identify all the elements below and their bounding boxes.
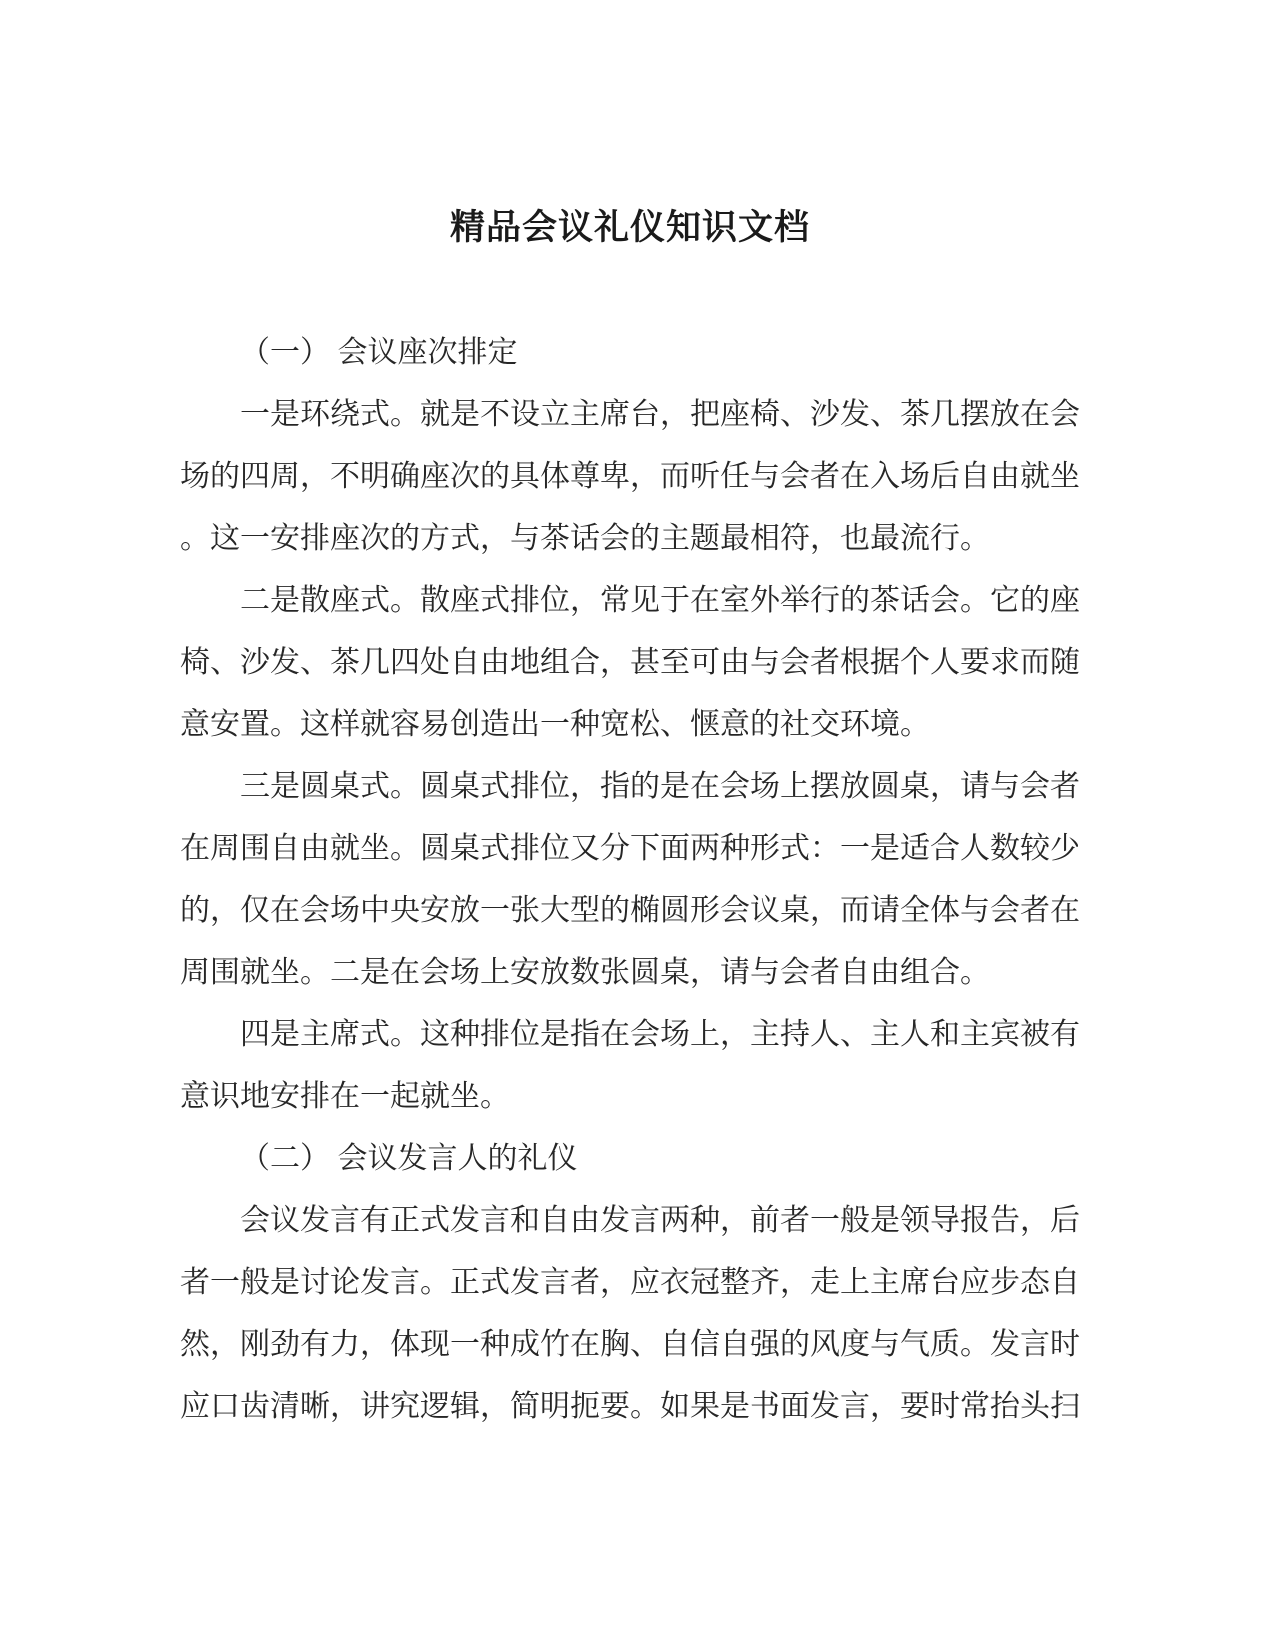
document-body	[180, 322, 1080, 1438]
paragraph: 四是主席式。这种排位是指在会场上，主持人、主人和主宾被有意识地安排在一起就坐。	[180, 1018, 1080, 1113]
paragraph: 三是圆桌式。圆桌式排位，指的是在会场上摆放圆桌，请与会者在周围自由就坐。圆桌式排位又分下面两种形式：一是适合人数较少的，仅在会场中央安放一张大型的椭圆形会议桌，而请全体与会者在周围就坐。二是在会场上安放数张圆桌，请与会者自由组合。	[180, 770, 1080, 989]
paragraph: 二是散座式。散座式排位，常见于在室外举行的茶话会。它的座椅、沙发、茶几四处自由地组合，甚至可由与会者根据个人要求而随意安置。这样就容易创造出一种宽松、惬意的社交环境。	[180, 584, 1080, 741]
paragraph: 一是环绕式。就是不设立主席台，把座椅、沙发、茶几摆放在会场的四周，不明确座次的具体尊卑，而听任与会者在入场后自由就坐。这一安排座次的方式，与茶话会的主题最相符，也最流行。	[180, 398, 1080, 555]
section-heading: （一） 会议座次排定	[240, 336, 518, 369]
paragraph: 会议发言有正式发言和自由发言两种，前者一般是领导报告，后者一般是讨论发言。正式发言者，应衣冠整齐，走上主席台应步态自然，刚劲有力，体现一种成竹在胸、自信自强的风度与气质。发言时应口齿清晰，讲究逻辑，简明扼要。如果是书面发言，要时常抬头扫	[180, 1204, 1080, 1423]
document-title: 精品会议礼仪知识文档	[449, 208, 810, 247]
section-heading: （二） 会议发言人的礼仪	[240, 1142, 578, 1175]
